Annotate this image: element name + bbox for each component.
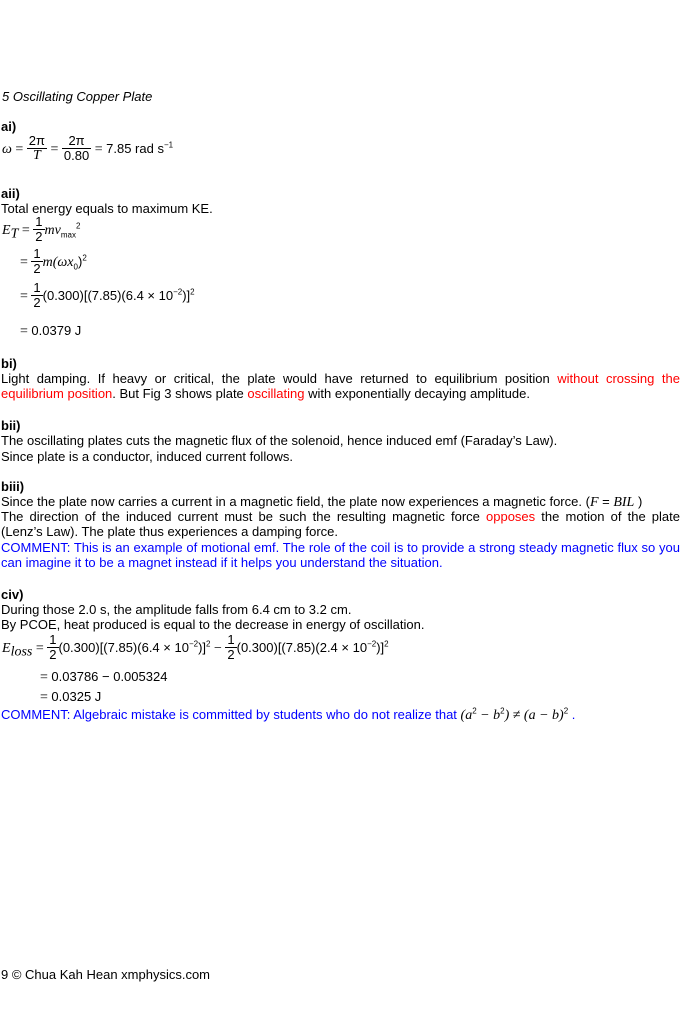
heading-biii: biii) [1, 479, 25, 494]
equation-omega: ω = $\frac{2\pi}{T}$ = $\frac{2\pi}{0.80}$ = 7.85 rad $s^{-1}$ [2, 133, 174, 163]
civ-line2: By PCOE, heat produced is equal to the decrease in energy of oscillation. [1, 617, 425, 632]
biii-paragraph: The direction of the induced current must be such the resulting magnetic force opposes the motion of the plate (Lenz’s Law). The plate thus experiences a damping force. [1, 509, 680, 539]
heading-civ: civ) [1, 587, 24, 602]
footer: 9 © Chua Kah Hean xmphysics.com [1, 967, 211, 982]
civ-line1: During those 2.0 s, the amplitude falls from 6.4 cm to 3.2 cm. [1, 602, 352, 617]
heading-bii: bii) [1, 418, 21, 433]
heading-bi: bi) [1, 356, 17, 371]
heading-ai: ai) [1, 119, 17, 134]
equation-ET-2: = $\frac{1}{2}$ $m(\omega x_0)^2$ [20, 246, 87, 276]
heading-aii: aii) [1, 186, 20, 201]
page-title: 5 Oscillating Copper Plate [2, 89, 153, 104]
biii-line1: Since the plate now carries a current in a magnetic field, the plate now experiences a magnetic force. (F = BIL ) [1, 494, 643, 510]
bii-line2: Since plate is a conductor, induced current follows. [1, 449, 293, 464]
equation-ET-result: = 0.0379 J [20, 323, 82, 339]
civ-comment: COMMENT: Algebraic mistake is committed by students who do not realize that $(a^2 - b^2) \ne (a - b)^2$ . [1, 706, 576, 723]
equation-Eloss-1: $E_{loss}$ = $\frac{1}{2}$ $(0.300)[(7.85)(6.4 \times 10^{-2})]^2$ − $\frac{1}{2}$ $(0.300)[(7.85)(2.4 \times 10^{-2})]^2$ [2, 632, 389, 662]
equation-Eloss-2: = 0.03786 − 0.005324 [40, 669, 168, 685]
equation-ET-3: = $\frac{1}{2}$ $(0.300)[(7.85)(6.4 \times 10^{-2})]^2$ [20, 280, 195, 310]
bi-paragraph: Light damping. If heavy or critical, the plate would have returned to equilibrium position without crossing the equilibrium position. But Fig 3 shows plate oscillating with exponentially decaying amplitude. [1, 371, 680, 401]
equation-Eloss-result: = 0.0325 J [40, 689, 102, 705]
aii-text: Total energy equals to maximum KE. [1, 201, 213, 216]
equation-ET-1: $E_T$ = $\frac{1}{2}$ $mv_{max}^2$ [2, 214, 81, 244]
bii-line1: The oscillating plates cuts the magnetic flux of the solenoid, hence induced emf (Faraday’s Law). [1, 433, 558, 448]
biii-comment: COMMENT: This is an example of motional emf. The role of the coil is to provide a strong steady magnetic flux so you can imagine it to be a magnet instead if it helps you understand the situation. [1, 540, 680, 570]
